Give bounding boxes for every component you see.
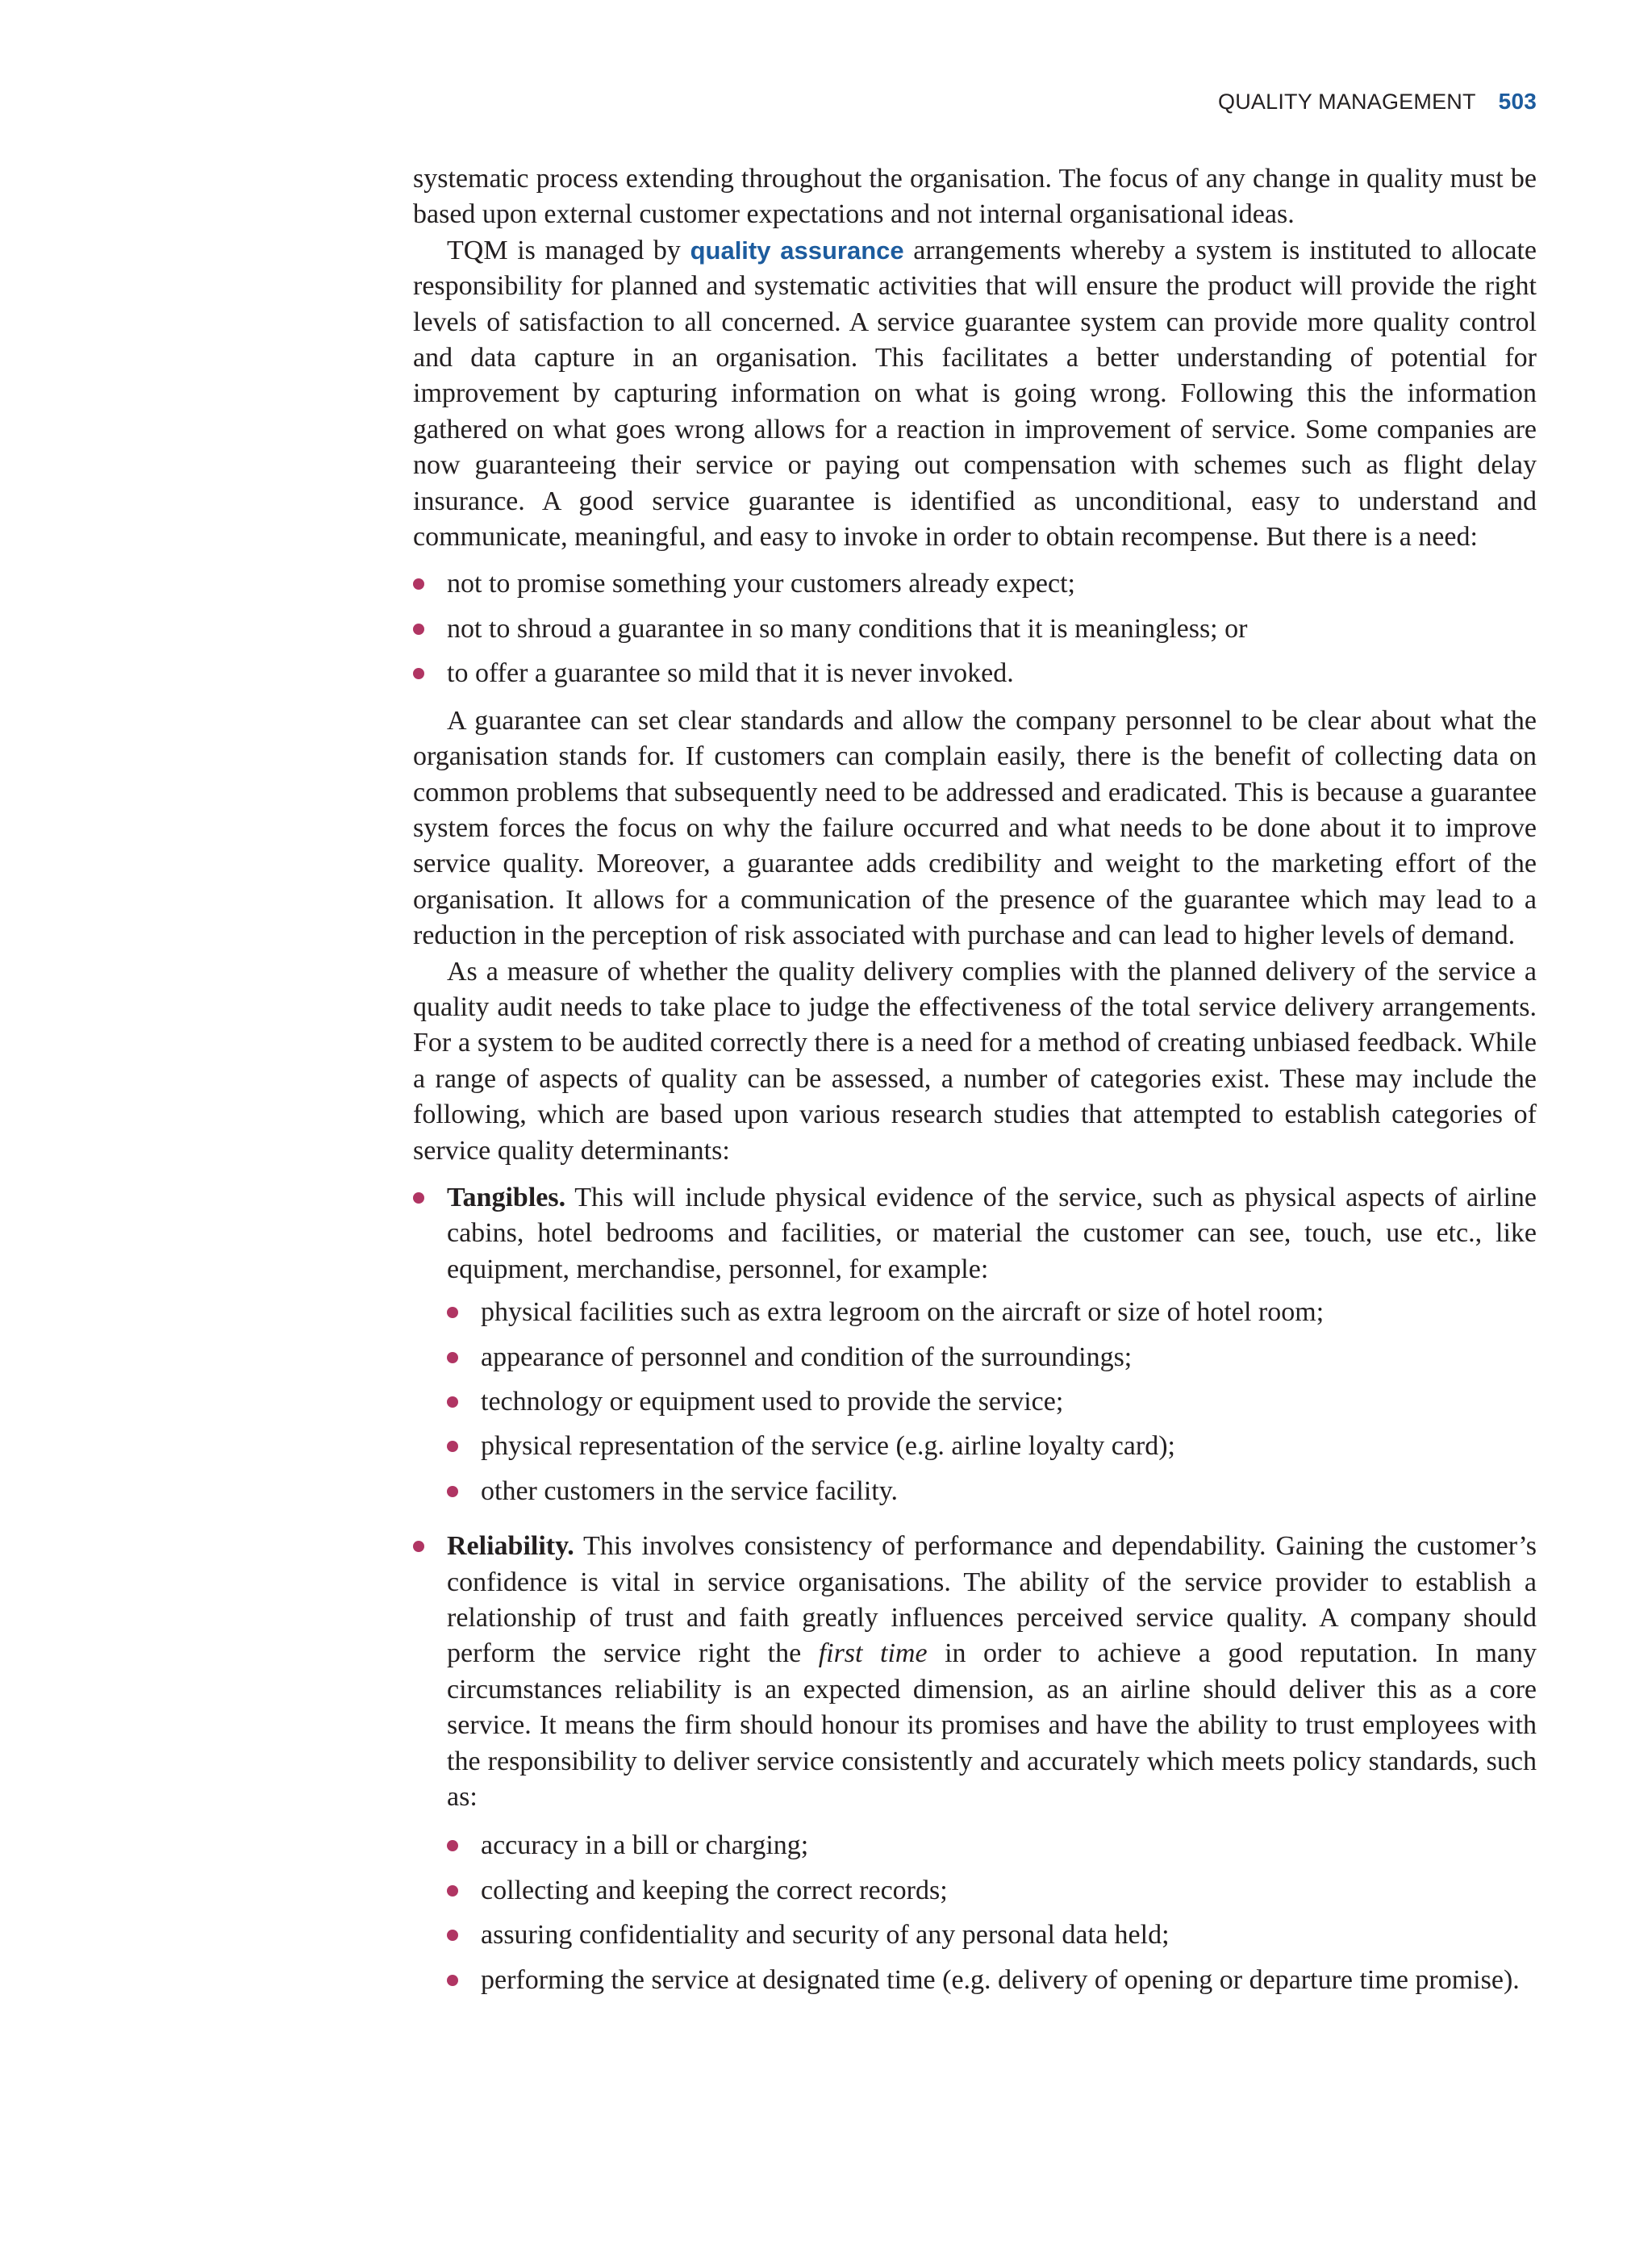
- sublist-item: [481, 1384, 1537, 1420]
- reliability-sublist: [447, 1828, 1537, 1998]
- bullet-dot-icon: [447, 1307, 458, 1318]
- list-item-text: not to promise something your customers already expect;: [447, 569, 1075, 599]
- paragraph-guarantee: A guarantee can set clear standards and allow the company personnel to be clear about what the organisation stands for. If customers can complain easily, there is the benefit of collecting data on common problems that subsequently need to be addressed and eradicated. This is because a guarantee system forces the focus on why the failure occurred and what needs to be done about it to improve service quality. Moreover, a guarantee adds credibility and weight to the marketing effort of the organisation. It allows for a communication of the presence of the guarantee which may lead to a reduction in the perception of risk associated with purchase and can lead to higher levels of demand.: [413, 705, 1537, 951]
- sublist-item: [481, 1429, 1537, 1464]
- determinant-title: Tangibles.: [447, 1182, 566, 1212]
- paragraph-quality-audit: As a measure of whether the quality delivery complies with the planned delivery of the service a quality audit needs to take place to judge the effectiveness of the total service delivery arrangements. For a system to be audited correctly there is a need for a method of creating unbiased feedback. While a range of aspects of quality can be assessed, a number of categories exist. These may include the following, which are based upon various research studies that attempted to establish categories of service quality determinants:: [413, 956, 1537, 1166]
- list-item: [447, 611, 1537, 647]
- determinants-list: [413, 1180, 1537, 1998]
- determinant-title: Reliability.: [447, 1531, 574, 1562]
- paragraph-tqm: [413, 233, 1537, 556]
- determinant-tangibles: [447, 1180, 1537, 1509]
- sublist-item-text: performing the service at designated time (e.g. delivery of opening or departure time promise).: [481, 1964, 1520, 1995]
- sublist-item: [481, 1873, 1537, 1909]
- page-number: 503: [1498, 89, 1537, 114]
- page-body: [413, 161, 1537, 2009]
- bullet-dot-icon: [413, 668, 424, 679]
- bullet-dot-icon: [413, 624, 424, 635]
- bullet-dot-icon: [447, 1840, 458, 1851]
- section-title: QUALITY MANAGEMENT: [1218, 90, 1476, 114]
- paragraph-tqm-rest: arrangements whereby a system is instituted to allocate responsibility for planned and systematic activities that will ensure the product will provide the right levels of satisfaction to all concerned. A service guarantee system can provide more quality control and data capture in an organisation. This facilitates a better understanding of potential for improvement by capturing information on what is going wrong. Following this the information gathered on what goes wrong allows for a reaction in improvement of service. Some companies are now guaranteeing their service or paying out compensation with schemes such as flight delay insurance. A good service guarantee is identified as unconditional, easy to understand and communicate, meaningful, and easy to invoke in order to obtain recompense. But there is a need:: [413, 235, 1537, 553]
- sublist-item: [481, 1295, 1537, 1330]
- bullet-dot-icon: [447, 1885, 458, 1897]
- sublist-item-text: assuring confidentiality and security of any personal data held;: [481, 1920, 1170, 1951]
- list-item: [447, 566, 1537, 602]
- determinant-text: [447, 1183, 1537, 1284]
- sublist-item-text: technology or equipment used to provide the service;: [481, 1387, 1064, 1417]
- determinant-description-continued: in order to achieve a good reputation. In many circumstances reliability is an expected dimension, as an airline should deliver this as a core service. It means the firm should honour its promises and have the ability to trust employees with the responsibility to deliver service consistently and accurately which meets policy standards, such as:: [447, 1638, 1537, 1813]
- determinant-reliability: [447, 1529, 1537, 1998]
- bullet-dot-icon: [447, 1975, 458, 1986]
- list-item-text: to offer a guarantee so mild that it is never invoked.: [447, 658, 1014, 689]
- running-head: [1218, 89, 1537, 115]
- key-term-quality-assurance: quality assurance: [690, 236, 904, 265]
- bullet-dot-icon: [447, 1930, 458, 1941]
- sublist-item-text: other customers in the service facility.: [481, 1475, 899, 1506]
- bullet-dot-icon: [413, 1541, 424, 1552]
- sublist-item-text: collecting and keeping the correct records;: [481, 1875, 948, 1905]
- paragraph-continuation: systematic process extending throughout the organisation. The focus of any change in quality must be based upon external customer expectations and not internal organisational ideas.: [413, 164, 1537, 230]
- need-list: [413, 566, 1537, 691]
- sublist-item: [481, 1340, 1537, 1375]
- bullet-dot-icon: [447, 1486, 458, 1497]
- emphasis-first-time: first time: [818, 1638, 928, 1669]
- list-item: [447, 656, 1537, 691]
- paragraph-tqm-start: TQM is managed by: [447, 235, 690, 265]
- sublist-item: [481, 1474, 1537, 1509]
- bullet-dot-icon: [447, 1441, 458, 1452]
- list-item-text: not to shroud a guarantee in so many conditions that it is meaningless; or: [447, 613, 1248, 644]
- determinant-description: This will include physical evidence of the service, such as physical aspects of airline cabins, hotel bedrooms and facilities, or material the customer can see, touch, use etc., like equipment, merchandise, personnel, for example:: [447, 1182, 1537, 1284]
- sublist-item-text: accuracy in a bill or charging;: [481, 1830, 809, 1861]
- bullet-dot-icon: [413, 578, 424, 590]
- sublist-item-text: physical facilities such as extra legroom on the aircraft or size of hotel room;: [481, 1297, 1325, 1328]
- sublist-item: [481, 1828, 1537, 1863]
- sublist-item: [481, 1963, 1537, 1998]
- bullet-dot-icon: [447, 1396, 458, 1408]
- bullet-dot-icon: [413, 1192, 424, 1204]
- sublist-item-text: physical representation of the service (e.g. airline loyalty card);: [481, 1431, 1175, 1462]
- sublist-item-text: appearance of personnel and condition of the surroundings;: [481, 1342, 1133, 1372]
- determinant-description: This involves consistency of performance and dependability. Gaining the customer’s confidence is vital in service organisations. The ability of the service provider to establish a relationship of trust and faith greatly influences perceived service quality. A company should perform the service right the: [447, 1531, 1537, 1669]
- sublist-item: [481, 1917, 1537, 1953]
- determinant-text: [447, 1531, 1537, 1812]
- bullet-dot-icon: [447, 1352, 458, 1363]
- tangibles-sublist: [447, 1295, 1537, 1509]
